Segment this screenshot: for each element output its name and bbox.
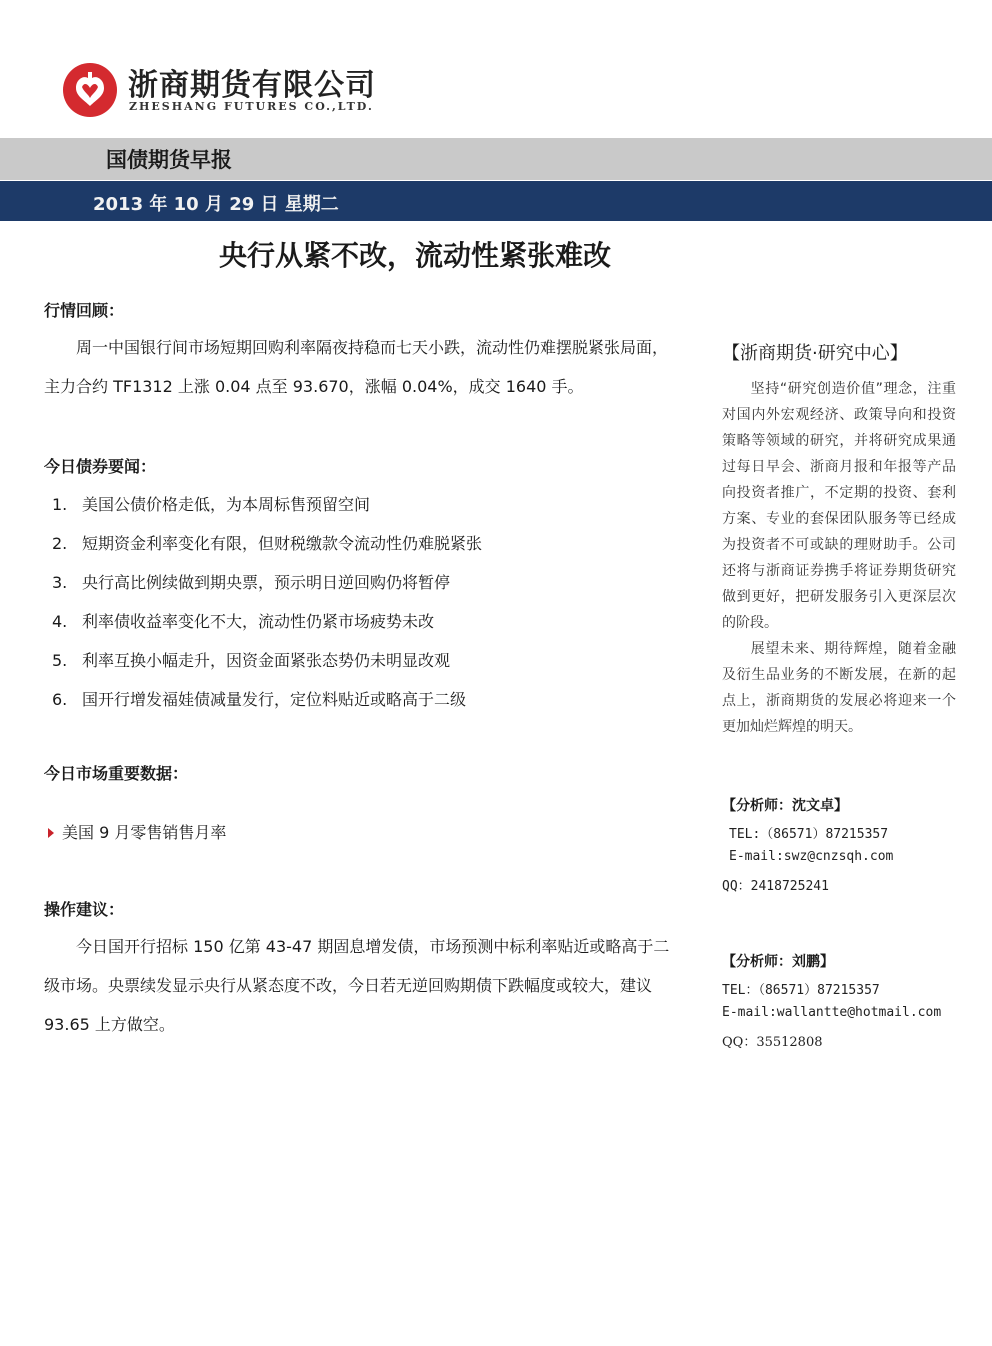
research-center-outlook [722,636,956,740]
analyst-1-email[interactable]: E-mail:swz@cnzsqh.com [729,849,894,864]
report-date: 2013 年 10 月 29 日 星期二 [93,194,339,215]
key-data-item-text: 美国 9 月零售销售月率 [62,823,227,842]
key-data-title: 今日市场重要数据： [44,764,189,783]
bullet-arrow-icon [48,828,54,838]
analyst-2-title: 【分析师：刘鹏】 [722,954,834,970]
news-item-text: 国开行增发福娃债减量发行，定位料贴近或略高于二级 [82,690,467,709]
company-name-cn: 浙商期货有限公司 [128,68,376,103]
news-item [52,687,466,710]
news-item-number: 1. [52,495,68,514]
analyst-2-tel: TEL：（86571）87215357 [722,983,880,998]
news-item-text: 利率互换小幅走升，因资金面紧张态势仍未明显改观 [82,651,451,670]
news-item [52,492,370,515]
research-center-intro-text: 坚持“研究创造价值”理念，注重对国内外宏观经济、政策导向和投资策略等领域的研究，并将研究成果通过每日早会、浙商月报和年报等产品向投资者推广，不定期的投资、套利方案、专业的套保团队服务等已经成为投资者不可或缺的理财助手。公司还将与浙商证券携手将证券期货研究做到更好，把研发服务引入更深层次的阶段。 [722,381,956,631]
news-item-text: 短期资金利率变化有限，但财税缴款令流动性仍难脱紧张 [82,534,483,553]
news-item-text: 央行高比例续做到期央票，预示明日逆回购仍将暂停 [82,573,451,592]
market-review-title: 行情回顾： [44,301,125,320]
key-data-item [48,820,226,843]
analyst-1-qq: QQ：2418725241 [722,879,829,894]
research-center-title: 【浙商期货·研究中心】 [722,343,908,364]
analyst-1-title: 【分析师：沈文卓】 [722,798,848,814]
news-item [52,609,434,632]
market-review-text [44,328,676,406]
news-item-number: 3. [52,573,68,592]
company-logo-icon [62,62,118,118]
advice-text [44,927,676,1044]
news-item-number: 2. [52,534,68,553]
analyst-2-email[interactable]: E-mail:wallantte@hotmail.com [722,1005,942,1020]
news-item [52,570,450,593]
advice-body: 今日国开行招标 150 亿第 43-47 期固息增发债，市场预测中标利率贴近或略高于二级市场。央票续发显示央行从紧态度不改，今日若无逆回购期债下跌幅度或较大，建议 93.65 上方做空。 [44,937,670,1034]
bond-news-title: 今日债券要闻： [44,457,157,476]
market-review-body: 周一中国银行间市场短期回购利率隔夜持稳而七天小跌，流动性仍难摆脱紧张局面，主力合约 TF1312 上涨 0.04 点至 93.670，涨幅 0.04%，成交 1640 手。 [44,338,669,396]
news-item [52,531,482,554]
news-item [52,648,450,671]
news-item-number: 6. [52,690,68,709]
analyst-2-qq: QQ：35512808 [722,1035,823,1050]
report-headline: 央行从紧不改，流动性紧张难改 [218,239,611,272]
research-center-intro [722,376,956,636]
news-item-number: 5. [52,651,68,670]
news-item-text: 美国公债价格走低，为本周标售预留空间 [82,495,371,514]
analyst-1-tel: TEL:（86571）87215357 [729,827,889,842]
report-type: 国债期货早报 [106,148,232,172]
company-name-en: ZHESHANG FUTURES CO.,LTD. [129,100,374,113]
news-item-number: 4. [52,612,68,631]
advice-title: 操作建议： [44,900,125,919]
research-center-outlook-text: 展望未来、期待辉煌，随着金融及衍生品业务的不断发展，在新的起点上，浙商期货的发展必将迎来一个更加灿烂辉煌的明天。 [722,641,956,735]
news-item-text: 利率债收益率变化不大，流动性仍紧市场疲势未改 [82,612,435,631]
